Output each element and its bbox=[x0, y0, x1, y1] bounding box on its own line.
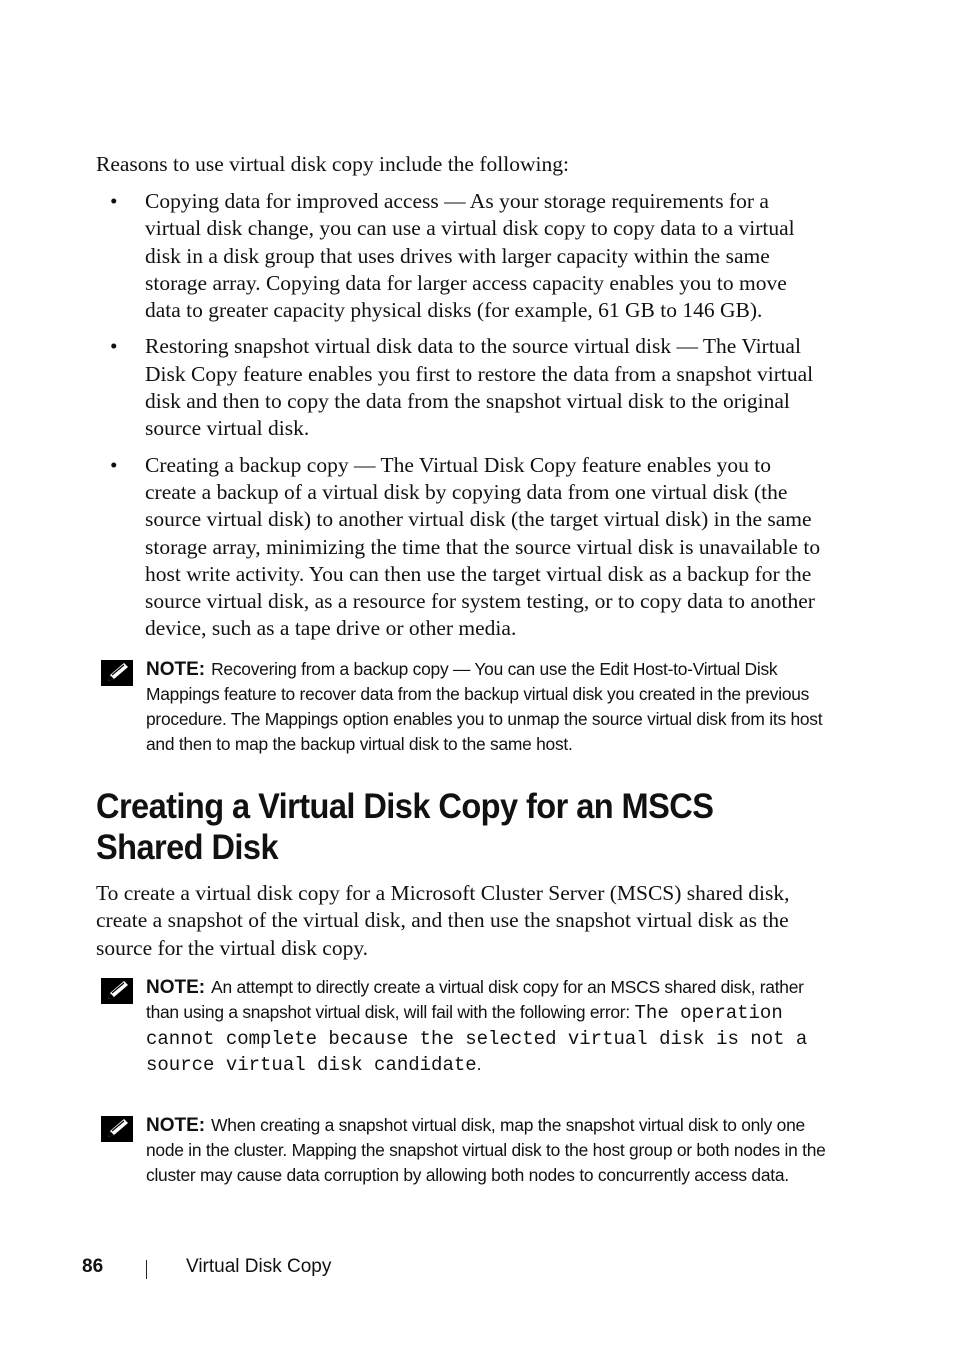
note-snapshot-mapping bbox=[100, 1113, 830, 1188]
section-heading: Creating a Virtual Disk Copy for an MSCS Shared Disk bbox=[96, 787, 714, 867]
list-item bbox=[96, 333, 825, 442]
pencil-note-icon bbox=[100, 659, 134, 687]
body-paragraph: To create a virtual disk copy for a Microsoft Cluster Server (MSCS) shared disk, create a snapshot of the virtual disk, and then use the snapshot virtual disk as the source for the virtual disk copy. bbox=[96, 881, 790, 960]
note-text: When creating a snapshot virtual disk, map the snapshot virtual disk to only one node in the cluster. Mapping the snapshot virtual disk to the host group or both nodes in the cluster may cause data corruption by allowing both nodes to concurrently access data. bbox=[146, 1115, 826, 1185]
list-item-text: Creating a backup copy — The Virtual Disk Copy feature enables you to create a backup of a virtual disk by copying data from one virtual disk (the source virtual disk) to another virtual disk (the target virtual disk) in the same storage array, minimizing the time that the source virtual disk is unavailable to host write activity. You can then use the target virtual disk as a backup for the source virtual disk, as a resource for system testing, or to copy data to another device, such as a tape drive or other media. bbox=[145, 452, 821, 641]
error-message-code: The operation cannot complete because the selected virtual disk is not a source virtual disk candidate bbox=[146, 1002, 808, 1076]
list-item-text: Copying data for improved access — As your storage requirements for a virtual disk change, you can use a virtual disk copy to copy data to a virtual disk in a disk group that uses drives with larger capacity within the same storage array. Copying data for larger access capacity enables you to move data to greater capacity physical disks (for example, 61 GB to 146 GB). bbox=[145, 189, 795, 323]
list-item bbox=[96, 188, 825, 324]
note-text: Recovering from a backup copy — You can use the Edit Host-to-Virtual Disk Mappings feature to recover data from the backup virtual disk you created in the previous procedure. The Mappings option enables you to unmap the source virtual disk from its host and then to map the backup virtual disk to the same host. bbox=[146, 659, 823, 754]
note-end-punctuation: . bbox=[476, 1054, 482, 1074]
note-body bbox=[146, 657, 830, 757]
note-body bbox=[146, 975, 830, 1078]
note-label: NOTE: bbox=[146, 659, 206, 680]
pencil-note-icon bbox=[100, 1115, 134, 1143]
chapter-title: Virtual Disk Copy bbox=[186, 1256, 332, 1277]
intro-text: Reasons to use virtual disk copy include the following: bbox=[96, 152, 569, 176]
list-item-text: Restoring snapshot virtual disk data to the source virtual disk — The Virtual Disk Copy feature enables you first to restore the data from a snapshot virtual disk and then to copy the data from the snapshot virtual disk to the original source virtual disk. bbox=[145, 334, 814, 441]
reasons-list bbox=[96, 188, 836, 652]
list-item bbox=[96, 452, 825, 643]
note-body bbox=[146, 1113, 830, 1188]
page-number: 86 bbox=[82, 1256, 104, 1277]
bullet-marker: • bbox=[110, 452, 118, 477]
note-label: NOTE: bbox=[146, 977, 206, 998]
bullet-marker: • bbox=[110, 334, 118, 359]
note-text: An attempt to directly create a virtual disk copy for an MSCS shared disk, rather than using a snapshot virtual disk, will fail with the following error: bbox=[146, 977, 804, 1022]
note-label: NOTE: bbox=[146, 1115, 206, 1136]
footer-divider bbox=[146, 1260, 147, 1279]
pencil-note-icon bbox=[100, 977, 134, 1005]
note-recovering-backup bbox=[100, 657, 830, 757]
bullet-marker: • bbox=[110, 189, 118, 213]
note-mscs-error bbox=[100, 975, 830, 1078]
